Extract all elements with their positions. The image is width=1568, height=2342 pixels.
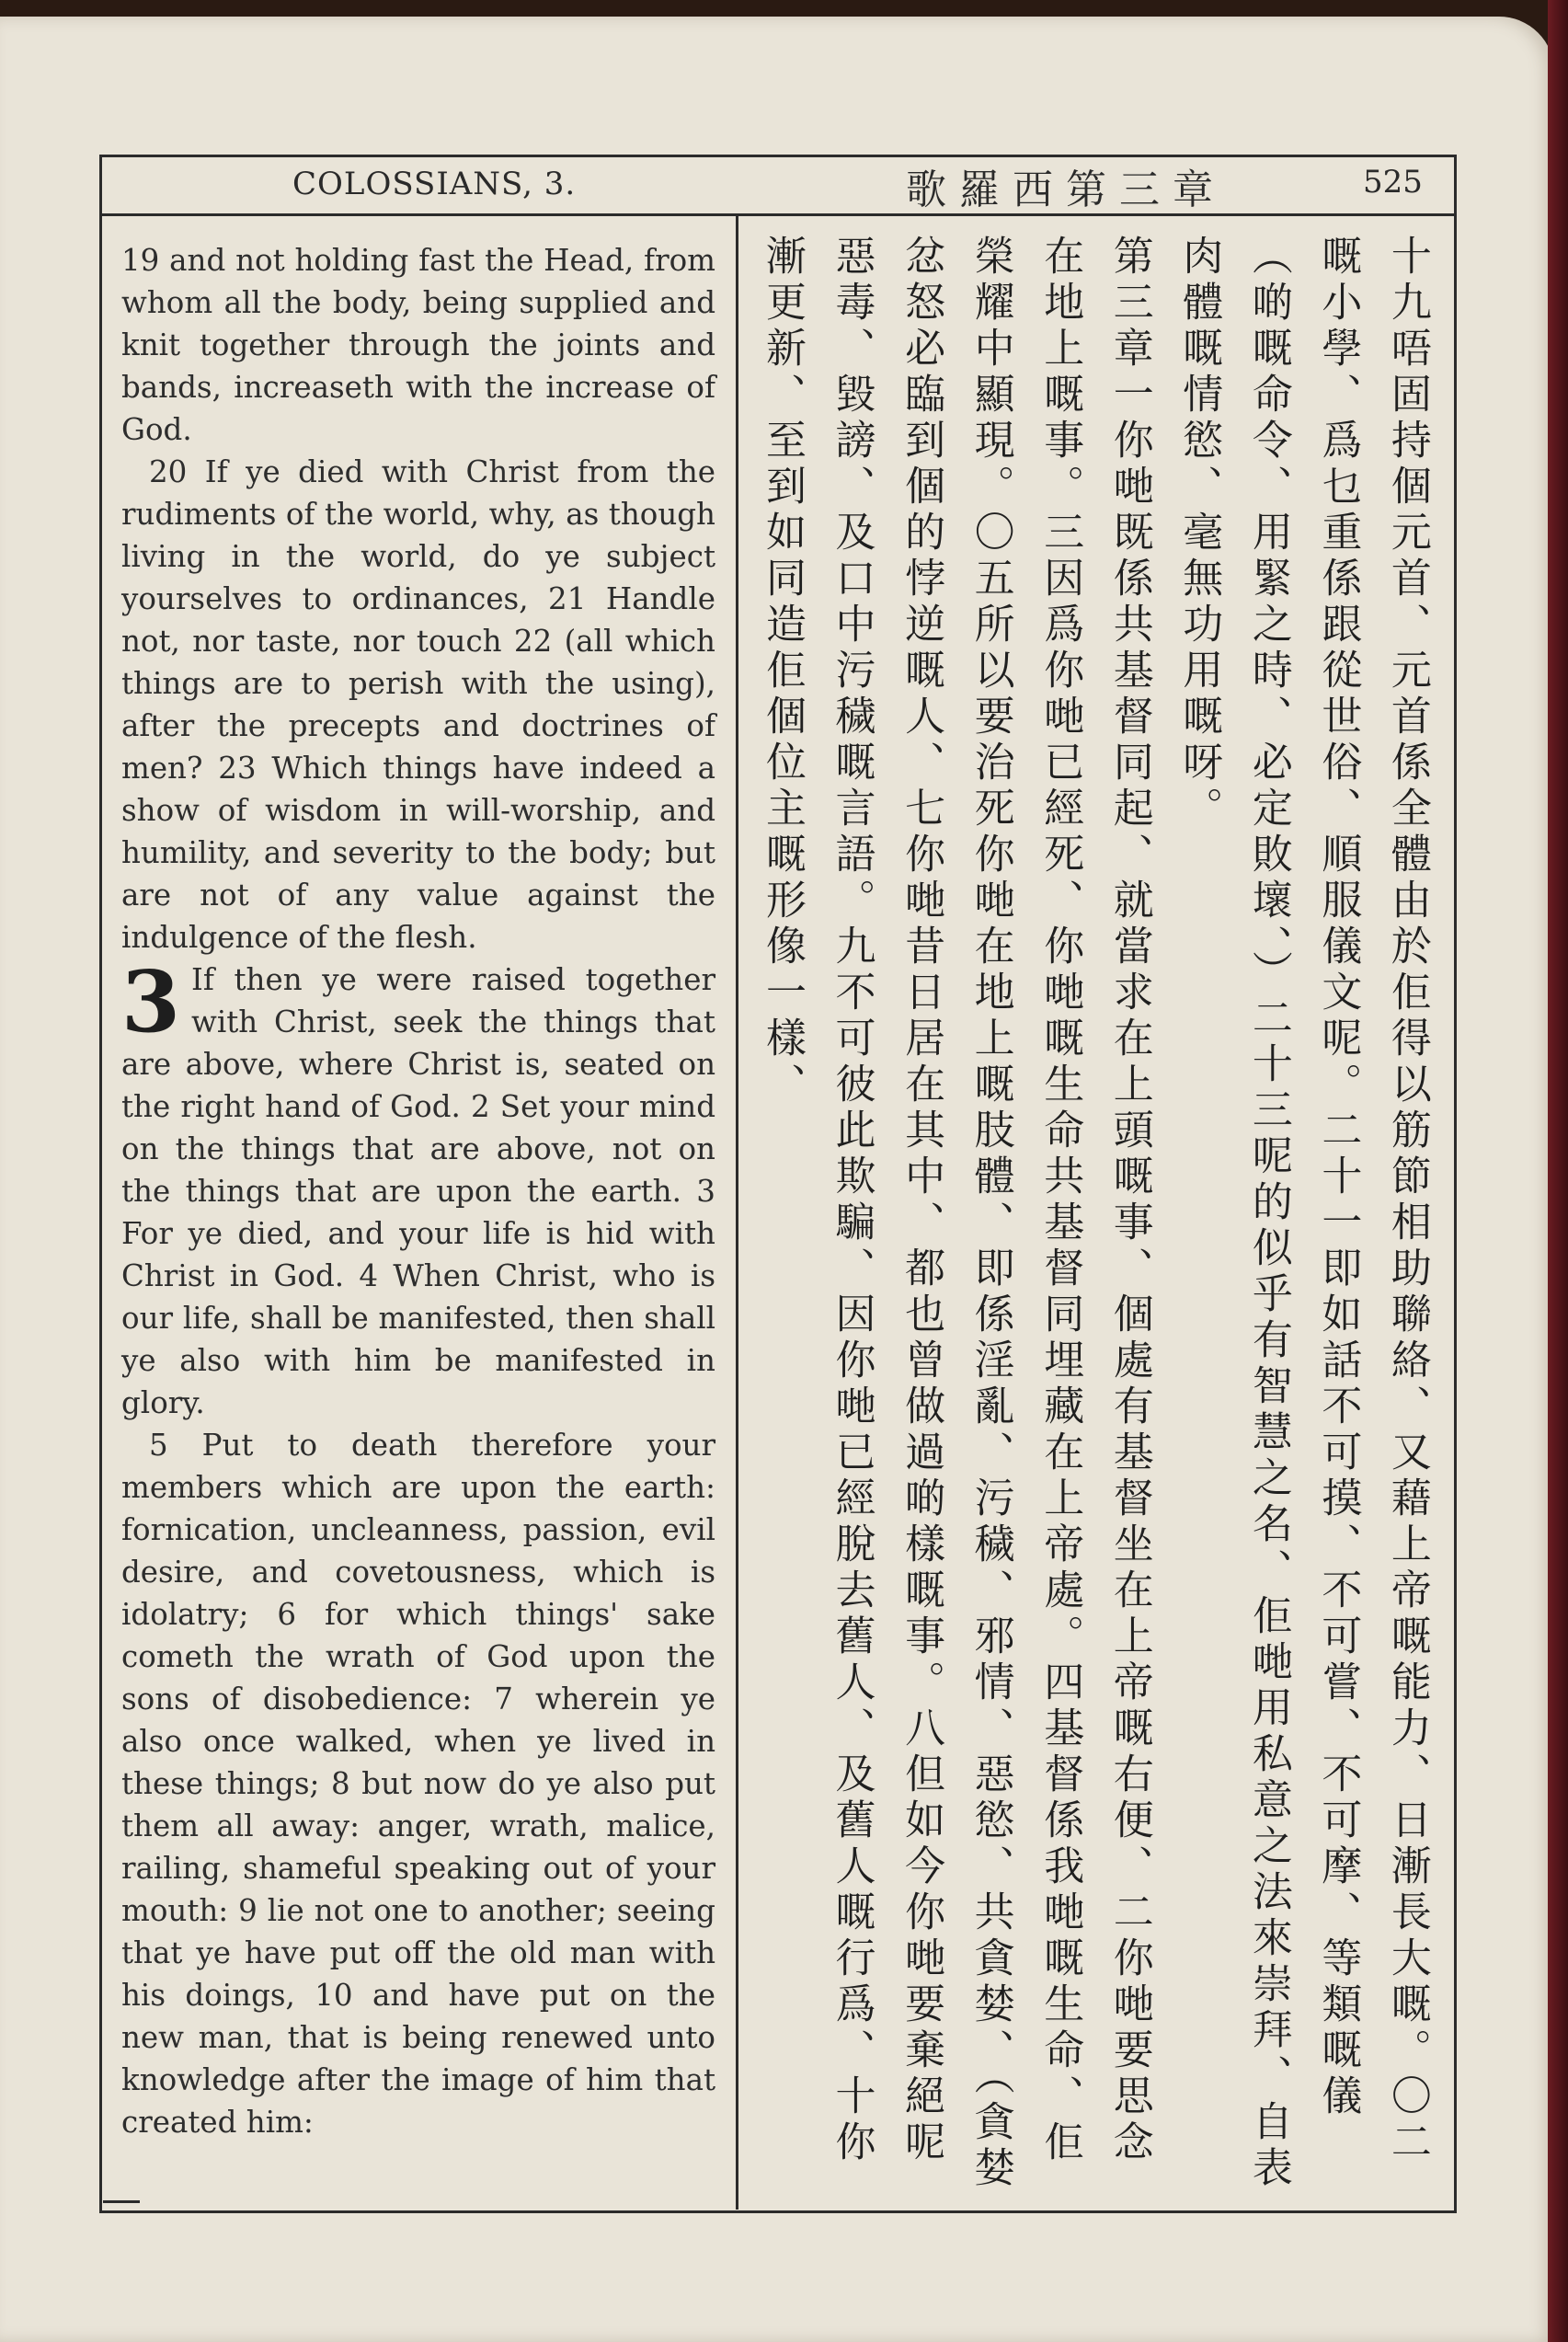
chinese-text-column: 在地上嘅事。三因爲你哋已經死、你哋嘅生命共基督同埋藏在上帝處。四基督係我哋嘅生命、佢 <box>1036 235 1084 2166</box>
page-number: 525 <box>1363 164 1423 201</box>
chapter-opening <box>121 952 715 1424</box>
chapter-number: 3 <box>121 952 181 1051</box>
header-rule <box>99 213 1457 216</box>
english-paragraph: 5 Put to death therefore your members which are upon the earth: fornication, uncleanness, passion, evil desire, and covetousness, which is idolatry; 6 for which things' sake cometh the wrath of God upon the sons of disobedience: 7 wherein ye also once walked, when ye lived in these things; 8 but now do ye also put them all away: anger, wrath, malice, railing, shameful speaking out of your mouth: 9 lie not one to another; seeing that ye have put off the old man with his doings, 10 and have put on the new man, that is being renewed unto knowledge after the image of him that created him: <box>121 1428 715 2140</box>
bottom-rule-mark <box>103 2200 140 2203</box>
chinese-column <box>754 235 1435 2194</box>
chinese-text-column: 榮耀中顯現。〇五所以要治死你哋在地上嘅肢體、即係淫亂、污穢、邪情、惡慾、共貪婪、（貪婪 <box>967 235 1014 2192</box>
english-paragraph: 20 If ye died with Christ from the rudiments of the world, why, as though living in the world, do ye subject yourselves to ordinances, 21 Handle not, nor taste, nor touch 22 (all which things are to perish with the using), after the precepts and doctrines of men? 23 Which things have indeed a show of wisdom in will-worship, and humility, and severity to the body; but are not of any value against the indulgence of the flesh. <box>121 454 715 955</box>
english-paragraph: If then ye were raised together with Christ, seek the things that are above, where Christ is, seated on the right hand of God. 2 Set your mind on the things that are above, not on the things that are upon the earth. 3 For ye died, and your life is hid with Christ in God. 4 When Christ, who is our life, shall be manifested, then shall ye also with him be manifested in glory. <box>121 962 715 1420</box>
chinese-text-column: 嘅小學、爲乜重係跟從世俗、順服儀文呢。二十一即如話不可摸、不可嘗、不可摩、等類嘅儀 <box>1314 235 1362 2120</box>
column-divider <box>736 213 738 2210</box>
running-head-chinese: 歌羅西第三章 <box>906 166 1226 213</box>
chinese-text-column: 漸更新、至到如同造佢個位主嘅形像一樣、 <box>759 235 806 1108</box>
chinese-text-column: 十九唔固持個元首、元首係全體由於佢得以筋節相助聯絡、又藉上帝嘅能力、日漸長大嘅。〇二 <box>1383 235 1431 2166</box>
chinese-text-column: 第三章一你哋既係共基督同起、就當求在上頭嘅事、個處有基督坐在上帝嘅右便、二你哋要思念 <box>1105 235 1153 2166</box>
running-head-english: COLOSSIANS, 3. <box>292 166 577 202</box>
chinese-text-column: 肉體嘅情慾、毫無功用嘅呀。 <box>1175 235 1223 832</box>
page-edge <box>1548 0 1568 2342</box>
chinese-text-column: 忿怒必臨到個的悖逆嘅人、七你哋昔日居在其中、都也曾做過啲樣嘅事。八但如今你哋要棄絕呢 <box>898 235 945 2166</box>
chinese-text-column: 惡毒、毀謗、及口中污穢嘅言語。九不可彼此欺騙、因你哋已經脫去舊人、及舊人嘅行爲、十你 <box>828 235 876 2166</box>
english-column <box>121 239 715 2143</box>
english-paragraph: 19 and not holding fast the Head, from whom all the body, being supplied and knit together through the joints and bands, increaseth with the increase of God. <box>121 243 715 447</box>
chinese-text-column: （啲嘅命令、用緊之時、必定敗壞、）二十三呢的似乎有智慧之名、佢哋用私意之法來崇拜、自表 <box>1244 235 1292 2192</box>
